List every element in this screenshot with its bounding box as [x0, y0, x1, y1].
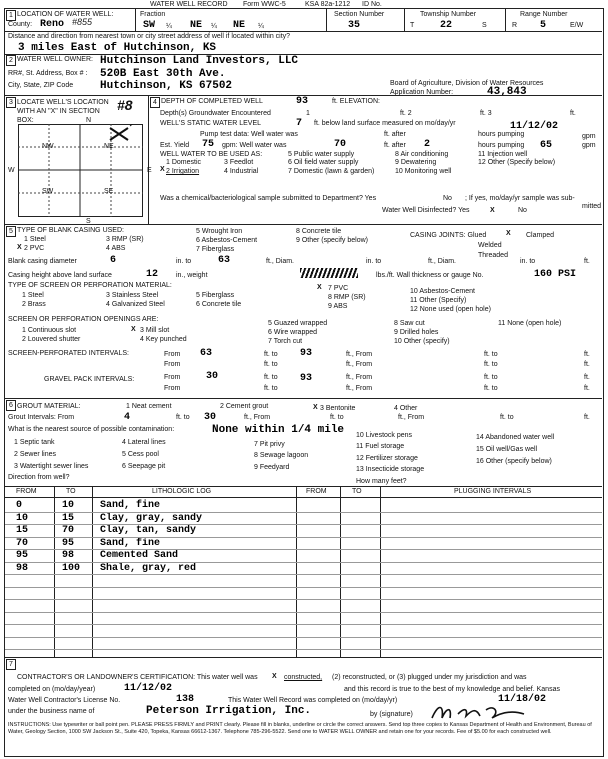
after-2: ft. after: [384, 142, 406, 149]
signature-label: by (signature): [370, 711, 413, 718]
log-row-line: [5, 587, 602, 588]
casing-asbestos[interactable]: 6 Asbestos-Cement: [196, 237, 258, 244]
log-to-cell: 100: [62, 562, 81, 574]
log-row-line: [5, 549, 602, 550]
source-insecticide[interactable]: 13 Insecticide storage: [356, 466, 425, 473]
log-row-line: [5, 537, 602, 538]
disinfect-x: X: [490, 207, 495, 214]
section-7-number: 7: [6, 659, 16, 670]
opening-none[interactable]: 11 None (open hole): [498, 320, 562, 327]
opening-gauzed[interactable]: 5 Guazed wrapped: [268, 320, 328, 327]
township-s: S: [482, 22, 487, 29]
address-label: RR#, St. Address, Box # :: [8, 70, 88, 77]
screen-galvanized[interactable]: 4 Galvanized Steel: [106, 301, 165, 308]
grout-tail-1: ft., From: [244, 414, 271, 421]
use-industrial[interactable]: 4 Industrial: [224, 168, 259, 175]
log-from-cell: 98: [16, 562, 29, 574]
grout-from-value: 4: [124, 412, 131, 423]
gpm-value: 65: [540, 140, 553, 151]
chem-no[interactable]: No: [443, 195, 452, 202]
grout-bentonite[interactable]: 3 Bentonite: [320, 405, 356, 412]
disinfect-label: Water Well Disinfected? Yes: [382, 207, 470, 214]
chem-tail: ; If yes, mo/day/yr sample was sub-: [465, 195, 575, 202]
instructions-text: INSTRUCTIONS: Use typewriter or ball point pen. PLEASE PRESS FIRMLY and PRINT clearly. Please fill in blanks, underline or circle the correct answers. Send top three copies to Kansas Department of Health and Environment, Bureau of Water, Geology Section, 1000 SW Jackson St., Suite 420, Topeka, Kansas 66612-1367. Telephone 785-296-5522. Send one to WATER WELL OWNER and retain one for your records. Fee of $5.00 for each constructed well.: [8, 722, 592, 735]
diameter-label: Blank casing diameter: [8, 258, 77, 265]
log-row-line: [5, 512, 602, 513]
township-label: Township Number: [420, 11, 477, 18]
bentonite-x-mark: X: [313, 404, 318, 411]
license-value: 138: [176, 694, 195, 705]
contamination-label: What is the nearest source of possible contamination:: [8, 426, 175, 433]
diameter-in-to-2: in. to: [366, 258, 382, 265]
source-cesspool[interactable]: 5 Cess pool: [122, 451, 159, 458]
quadrant-nw: NW: [42, 143, 54, 150]
business-value: Peterson Irrigation, Inc.: [146, 705, 312, 717]
log-description-cell: Sand, fine: [100, 537, 161, 549]
city-value: Hutchinson, KS 67502: [100, 80, 233, 92]
range-r: R: [512, 22, 518, 29]
gravel-to-2: ft. to: [484, 374, 498, 381]
source-other[interactable]: 16 Other (specify below): [476, 458, 552, 465]
constructed-label[interactable]: constructed,: [284, 674, 323, 681]
business-label: under the business name of: [8, 708, 95, 715]
gravel-from-2: ft., From: [346, 374, 373, 381]
depth-value: 93: [296, 96, 309, 107]
log-description-cell: Cemented Sand: [100, 550, 179, 561]
groundwater-label: Depth(s) Groundwater Encountered: [160, 110, 271, 117]
screen-label: TYPE OF SCREEN OR PERFORATION MATERIAL:: [8, 282, 172, 289]
fraction-label: Fraction: [140, 11, 166, 18]
log-from-cell: 10: [16, 512, 29, 524]
source-sewer[interactable]: 2 Sewer lines: [14, 451, 57, 458]
grout-cement-grout[interactable]: 2 Cement grout: [220, 403, 269, 410]
quarter-symbol: ¼: [166, 23, 172, 30]
source-watertight[interactable]: 3 Watertight sewer lines: [14, 463, 89, 470]
ksa-ref: KSA 82a-1212: [305, 1, 351, 8]
hours-tail: hours pumping: [478, 142, 525, 149]
fraction-3: NE: [233, 20, 246, 31]
plug-header-intervals: PLUGGING INTERVALS: [454, 488, 532, 495]
yield-gpm: gpm: Well water was: [222, 142, 287, 149]
section-2-number: 2: [6, 55, 16, 66]
log-from-cell: 70: [16, 537, 29, 549]
direction-label: Direction from well?: [8, 474, 70, 481]
gravel-label: GRAVEL PACK INTERVALS:: [44, 376, 135, 383]
log-row-line: [5, 524, 602, 525]
grout-tail-5: ft.: [584, 414, 590, 421]
casing-label: TYPE OF BLANK CASING USED:: [17, 227, 124, 234]
use-irrigation[interactable]: 2 Irrigation: [166, 168, 200, 175]
use-other[interactable]: 12 Other (Specify below): [478, 159, 556, 166]
fraction-2: NE: [190, 20, 203, 31]
depth-label: DEPTH OF COMPLETED WELL: [161, 98, 263, 105]
log-to-cell: 15: [62, 512, 75, 524]
locate-label: LOCATE WELL'S LOCATION WITH AN "X" IN SECTION BOX:: [17, 99, 109, 124]
perf-to: ft. to: [264, 351, 278, 358]
scribbled-out-value: [300, 268, 358, 278]
diameter-ft-3: ft.: [584, 258, 590, 265]
casing-rmp[interactable]: 3 RMP (SR): [106, 236, 144, 243]
use-air[interactable]: 8 Air conditioning: [395, 151, 449, 158]
gw-2: ft. 2: [400, 110, 412, 117]
well-water-value: 70: [334, 139, 347, 150]
opening-saw[interactable]: 8 Saw cut: [394, 320, 425, 327]
grout-label: GROUT MATERIAL:: [17, 403, 81, 410]
gw-ft: ft.: [570, 110, 576, 117]
source-fertilizer[interactable]: 12 Fertilizer storage: [356, 455, 418, 462]
joints-glued[interactable]: CASING JOINTS: Glued: [410, 232, 487, 239]
joints-threaded[interactable]: Threaded: [478, 252, 508, 259]
log-to-cell: 10: [62, 500, 75, 511]
log-row-line: [5, 612, 602, 613]
glued-x-mark: X: [506, 230, 511, 237]
gw-1: 1: [306, 110, 310, 117]
use-lawn[interactable]: 7 Domestic (lawn & garden): [288, 168, 375, 175]
source-fuel[interactable]: 11 Fuel storage: [356, 443, 405, 450]
screen-brass[interactable]: 2 Brass: [22, 301, 46, 308]
record-completed-value: 11/18/02: [498, 694, 547, 705]
perf-from-2: ft., From: [346, 351, 373, 358]
log-header-from: FROM: [16, 488, 37, 495]
section-number-label: Section Number: [334, 11, 385, 18]
log-from-cell: 95: [16, 550, 29, 561]
log-description-cell: Clay, tan, sandy: [100, 525, 197, 536]
static-label: WELL'S STATIC WATER LEVEL: [160, 120, 262, 127]
perf-ft-end: ft.: [584, 351, 590, 358]
log-header-to: TO: [66, 488, 76, 495]
static-value: 7: [296, 118, 303, 129]
application-label: Application Number:: [390, 89, 454, 96]
use-oilfield[interactable]: 6 Oil field water supply: [288, 159, 359, 166]
log-row-line: [5, 599, 602, 600]
grout-tail-4: ft. to: [500, 414, 514, 421]
use-label: WELL WATER TO BE USED AS:: [160, 151, 263, 158]
quarter-symbol: ¼: [258, 23, 264, 30]
gravel-row2-to-2: ft. to: [484, 385, 498, 392]
height-label: Casing height above land surface: [8, 272, 112, 279]
range-label: Range Number: [520, 11, 568, 18]
use-monitoring[interactable]: 10 Monitoring well: [395, 168, 452, 175]
plug-header-to: TO: [352, 488, 362, 495]
opening-wire[interactable]: 6 Wire wrapped: [268, 329, 318, 336]
completed-label: completed on (mo/day/year): [8, 686, 96, 693]
grout-to-value: 30: [204, 412, 217, 423]
gpm-tail: gpm: [582, 142, 596, 149]
log-to-cell: 98: [62, 550, 75, 561]
casing-pvc[interactable]: 2 PVC: [24, 245, 45, 252]
screen-pvc[interactable]: 7 PVC: [328, 285, 349, 292]
use-public[interactable]: 5 Public water supply: [288, 151, 355, 158]
perf-row2-ft: ft.: [584, 361, 590, 368]
diameter-to-value: 63: [218, 255, 231, 266]
elevation-label: ft. ELEVATION:: [332, 98, 380, 105]
opening-other[interactable]: 10 Other (specify): [394, 338, 450, 345]
opening-torch[interactable]: 7 Torch cut: [268, 338, 303, 345]
compass-s: S: [86, 218, 91, 225]
gravel-to-value: 93: [300, 373, 313, 384]
height-value: 12: [146, 269, 159, 280]
source-livestock[interactable]: 10 Livestock pens: [356, 432, 413, 439]
opening-louvered[interactable]: 2 Louvered shutter: [22, 336, 81, 343]
log-description-cell: Clay, gray, sandy: [100, 512, 203, 524]
form-title: WATER WELL RECORD: [150, 1, 228, 8]
compass-n: N: [86, 117, 92, 124]
township-value: 22: [440, 20, 453, 31]
distance-value: 3 miles East of Hutchinson, KS: [18, 42, 217, 54]
chem-question: Was a chemical/bacteriological sample submitted to Department? Yes: [160, 195, 377, 202]
grout-other[interactable]: 4 Other: [394, 405, 418, 412]
city-label: City, State, ZIP Code: [8, 82, 74, 89]
section-6-number: 6: [6, 400, 16, 411]
gravel-to: ft. to: [264, 374, 278, 381]
log-row-line: [5, 624, 602, 625]
gw-3: ft. 3: [480, 110, 492, 117]
address-value: 520B East 30th Ave.: [100, 68, 226, 80]
county-handwritten-mark: #855: [72, 17, 93, 27]
quarter-symbol: ¼: [211, 23, 217, 30]
how-many-feet: How many feet?: [356, 478, 407, 485]
perf-row2-to-2: ft. to: [484, 361, 498, 368]
diameter-value: 6: [110, 255, 117, 266]
gravel-from: From: [164, 374, 181, 381]
screen-fiberglass[interactable]: 5 Fiberglass: [196, 292, 235, 299]
license-label: Water Well Contractor's License No.: [8, 697, 121, 704]
log-description-cell: Sand, fine: [100, 500, 161, 511]
board-label: Board of Agriculture, Division of Water Resources: [390, 80, 544, 87]
range-value: 5: [540, 20, 547, 31]
log-description-cell: Shale, gray, red: [100, 562, 197, 574]
log-from-cell: 0: [16, 500, 23, 511]
screen-stainless[interactable]: 3 Stainless Steel: [106, 292, 159, 299]
pump-hours: hours pumping: [478, 131, 525, 138]
county-value: Reno: [40, 19, 65, 30]
perf-row2-to: ft. to: [264, 361, 278, 368]
distance-label: Distance and direction from nearest town or city street address of well if located within city?: [8, 33, 291, 40]
gravel-row2-to: ft. to: [264, 385, 278, 392]
casing-wrought[interactable]: 5 Wrought Iron: [196, 228, 243, 235]
handwritten-mark: #8: [117, 97, 133, 113]
location-x-mark: [110, 128, 128, 140]
mill-slot-x-mark: X: [131, 326, 136, 333]
section-1-number: 1: [6, 10, 16, 21]
perf-row2-from-2: ft., From: [346, 361, 373, 368]
grout-ft-to: ft. to: [176, 414, 190, 421]
screen-rmp[interactable]: 8 RMP (SR): [328, 294, 366, 301]
pump-test-label: Pump test data: Well water was: [200, 131, 298, 138]
county-label: County:: [8, 21, 33, 28]
diameter-ft-2: ft., Diam.: [428, 258, 457, 265]
perf-to-2: ft. to: [484, 351, 498, 358]
irrigation-x-mark: X: [160, 166, 165, 173]
yield-label: Est. Yield: [160, 142, 190, 149]
pump-ft-after: ft. after: [384, 131, 406, 138]
screen-concrete[interactable]: 6 Concrete tile: [196, 301, 242, 308]
joints-welded[interactable]: Welded: [478, 242, 502, 249]
wall-thickness-label: lbs./ft. Wall thickness or gauge No.: [376, 272, 484, 279]
joints-clamped[interactable]: Clamped: [526, 232, 555, 239]
range-ew: E/W: [570, 22, 584, 29]
record-completed-label: This Water Well Record was completed on (mo/day/yr): [228, 697, 398, 704]
log-row-line: [5, 574, 602, 575]
source-abandoned[interactable]: 14 Abandoned water well: [476, 434, 555, 441]
grout-tail-2: ft. to: [330, 414, 344, 421]
source-oil-gas[interactable]: 15 Oil well/Gas well: [476, 446, 538, 453]
source-seepage[interactable]: 6 Seepage pit: [122, 463, 166, 470]
section-5-number: 5: [6, 226, 16, 237]
weight-label: in., weight: [176, 272, 208, 279]
record-true-label: and this record is true to the best of my knowledge and belief. Kansas: [344, 686, 560, 693]
log-header-lithologic: LITHOLOGIC LOG: [152, 488, 212, 495]
quadrant-se: SE: [104, 188, 114, 195]
casing-concrete[interactable]: 8 Concrete tile: [296, 228, 342, 235]
hours-value: 2: [424, 139, 431, 150]
pump-gpm: gpm: [582, 133, 596, 140]
source-privy[interactable]: 7 Pit privy: [254, 441, 285, 448]
pvc-x-mark: X: [17, 244, 22, 251]
log-row-line: [5, 649, 602, 650]
opening-continuous[interactable]: 1 Continuous slot: [22, 327, 77, 334]
quadrant-ne: NE: [104, 143, 114, 150]
fraction-1: SW: [143, 20, 156, 31]
screen-other[interactable]: 11 Other (Specify): [410, 297, 467, 304]
application-value: 43,843: [487, 86, 527, 98]
yield-value: 75: [202, 139, 215, 150]
opening-mill-slot[interactable]: 3 Mill slot: [140, 327, 170, 334]
use-domestic[interactable]: 1 Domestic: [166, 159, 202, 166]
log-to-cell: 70: [62, 525, 75, 536]
compass-w: W: [8, 167, 15, 174]
gravel-from-value: 30: [206, 371, 219, 382]
owner-label: WATER WELL OWNER:: [17, 56, 93, 63]
compass-e: E: [147, 167, 152, 174]
form-number: Form WWC-5: [243, 1, 286, 8]
perf-label: SCREEN-PERFORATED INTERVALS:: [8, 350, 129, 357]
screen-pvc-x-mark: X: [317, 284, 322, 291]
opening-key-punched[interactable]: 4 Key punched: [140, 336, 187, 343]
perf-to-value: 93: [300, 348, 313, 359]
gravel-row2-from-2: ft., From: [346, 385, 373, 392]
log-row-line: [5, 562, 602, 563]
gravel-row2-from: From: [164, 385, 181, 392]
source-feedyard[interactable]: 9 Feedyard: [254, 464, 290, 471]
source-septic[interactable]: 1 Septic tank: [14, 439, 55, 446]
screen-abs[interactable]: 9 ABS: [328, 303, 348, 310]
opening-drilled[interactable]: 9 Drilled holes: [394, 329, 439, 336]
use-injection[interactable]: 11 Injection well: [478, 151, 528, 158]
perf-from: From: [164, 351, 181, 358]
grout-neat-cement[interactable]: 1 Neat cement: [126, 403, 172, 410]
location-label: LOCATION OF WATER WELL:: [17, 11, 114, 18]
section-4-number: 4: [150, 97, 160, 108]
log-from-cell: 15: [16, 525, 29, 536]
contractor-signature: [428, 700, 538, 724]
grout-tail-3: ft., From: [398, 414, 425, 421]
township-t: T: [410, 22, 415, 29]
chem-mitted: mitted: [582, 203, 602, 210]
source-lagoon[interactable]: 8 Sewage lagoon: [254, 452, 309, 459]
diameter-in-to-3: in. to: [520, 258, 536, 265]
perf-row2-from: From: [164, 361, 181, 368]
gravel-row2-ft: ft.: [584, 385, 590, 392]
screen-asbestos[interactable]: 10 Asbestos-Cement: [410, 288, 475, 295]
diameter-ft: ft., Diam.: [266, 258, 295, 265]
casing-other[interactable]: 9 Other (specify below): [296, 237, 368, 244]
casing-abs[interactable]: 4 ABS: [106, 245, 126, 252]
screen-none[interactable]: 12 None used (open hole): [410, 306, 491, 313]
screen-steel[interactable]: 1 Steel: [22, 292, 44, 299]
openings-label: SCREEN OR PERFORATION OPENINGS ARE:: [8, 316, 159, 323]
casing-steel[interactable]: 1 Steel: [24, 236, 46, 243]
perf-from-value: 63: [200, 348, 213, 359]
quadrant-sw: SW: [42, 188, 54, 195]
static-date: 11/12/02: [510, 121, 559, 132]
use-dewatering[interactable]: 9 Dewatering: [395, 159, 437, 166]
section-box[interactable]: [18, 124, 148, 218]
plug-header-from: FROM: [306, 488, 327, 495]
static-tail: ft. below land surface measured on mo/day/yr: [314, 120, 456, 127]
disinfect-no[interactable]: No: [518, 207, 527, 214]
section-3-number: 3: [6, 97, 16, 108]
grout-intervals-label: Grout Intervals: From: [8, 414, 75, 421]
gravel-ft-end: ft.: [584, 374, 590, 381]
casing-fiberglass[interactable]: 7 Fiberglass: [196, 246, 235, 253]
section-number-value: 35: [348, 20, 361, 31]
id-label: ID No.: [362, 1, 382, 8]
completed-value: 11/12/02: [124, 683, 173, 694]
constructed-x-mark: X: [272, 673, 277, 680]
log-row-line: [5, 637, 602, 638]
use-feedlot[interactable]: 3 Feedlot: [224, 159, 254, 166]
log-to-cell: 95: [62, 537, 75, 549]
diameter-in-to: in. to: [176, 258, 192, 265]
contamination-value: None within 1/4 mile: [212, 424, 345, 436]
certification-tail: (2) reconstructed, or (3) plugged under my jurisdiction and was: [332, 674, 527, 681]
wall-thickness-value: 160 PSI: [534, 269, 577, 280]
owner-value: Hutchinson Land Investors, LLC: [100, 55, 299, 67]
source-lateral[interactable]: 4 Lateral lines: [122, 439, 166, 446]
certification-label: CONTRACTOR'S OR LANDOWNER'S CERTIFICATION: This water well was: [17, 674, 258, 681]
